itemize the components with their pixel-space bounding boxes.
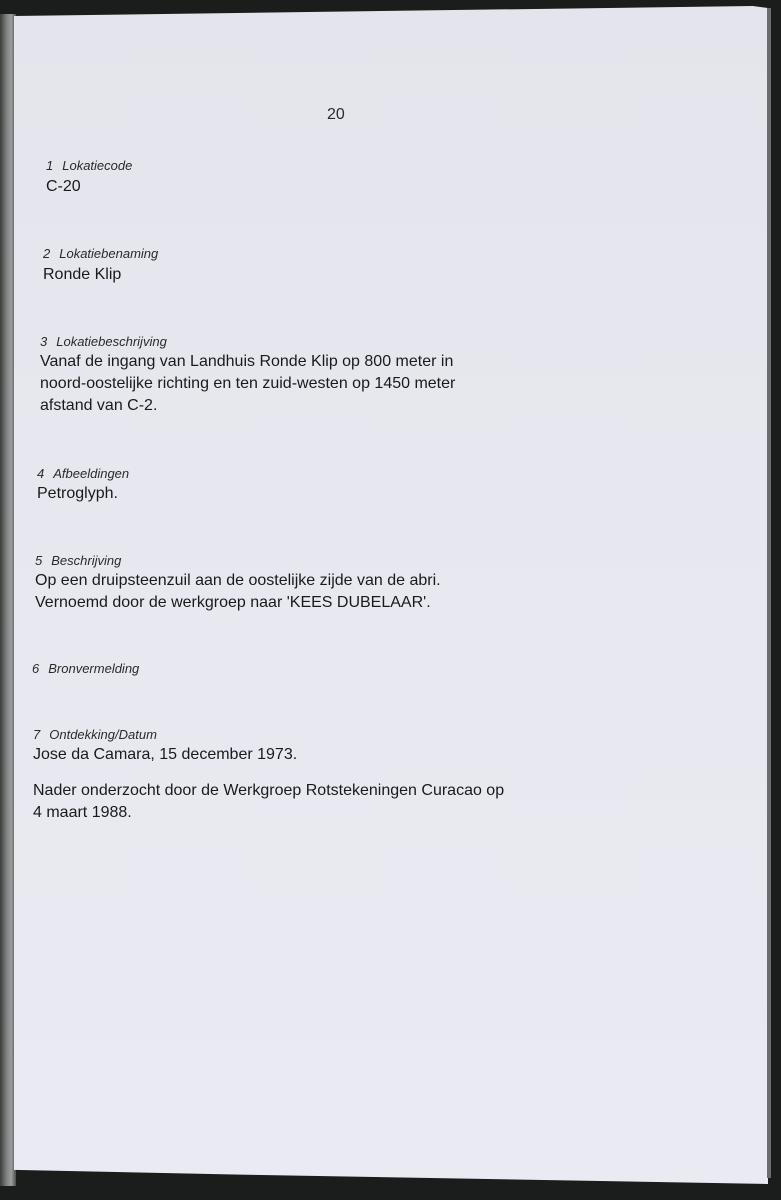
research-line: 4 maart 1988. xyxy=(33,804,132,821)
section-label: 2 Lokatiebenaming xyxy=(43,246,159,261)
description-line: Op een druipsteenzuil aan de oostelijke zijde van de abri. xyxy=(35,572,441,589)
description-line: Vanaf de ingang van Landhuis Ronde Klip op 800 meter in xyxy=(40,353,454,370)
section-label: 6 Bronvermelding xyxy=(32,661,140,676)
section-label: 7 Ontdekking/Datum xyxy=(33,727,157,742)
research-line: Nader onderzocht door de Werkgroep Rotstekeningen Curacao op xyxy=(33,782,505,799)
discovery-line: Jose da Camara, 15 december 1973. xyxy=(33,746,298,763)
page-number: 20 xyxy=(327,106,345,123)
section-lokatiecode xyxy=(46,158,132,198)
section-label: 4 Afbeeldingen xyxy=(37,466,130,481)
location-name: Ronde Klip xyxy=(43,266,122,283)
section-lokatiebeschrijving xyxy=(40,334,455,417)
description-line: afstand van C-2. xyxy=(40,397,158,414)
description-line: Vernoemd door de werkgroep naar 'KEES DUBELAAR'. xyxy=(35,594,431,611)
description-line: noord-oostelijke richting en ten zuid-westen op 1450 meter xyxy=(40,375,456,392)
page-edge-shadow xyxy=(767,8,771,1178)
section-beschrijving xyxy=(35,553,441,614)
section-label: 1 Lokatiecode xyxy=(46,158,133,173)
section-afbeeldingen xyxy=(37,466,129,505)
section-ontdekking-datum xyxy=(33,727,504,824)
section-label: 5 Beschrijving xyxy=(35,553,122,568)
images-value: Petroglyph. xyxy=(37,485,118,502)
binding-edge xyxy=(0,14,16,1186)
section-bronvermelding xyxy=(32,661,139,676)
section-lokatiebenaming xyxy=(43,246,158,286)
location-code: C-20 xyxy=(46,178,81,195)
section-label: 3 Lokatiebeschrijving xyxy=(40,334,167,349)
